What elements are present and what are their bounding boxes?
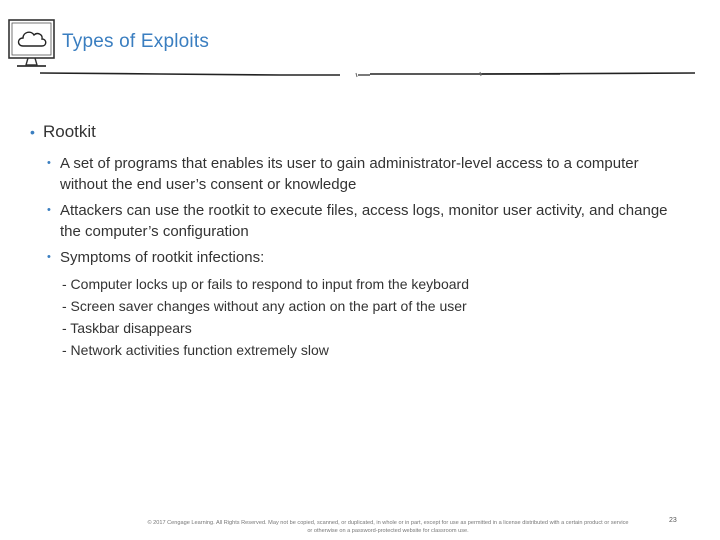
slide-content <box>30 122 690 361</box>
symptom-item: - Screen saver changes without any action on the part of the user <box>62 298 467 314</box>
cloud-monitor-icon <box>7 18 57 74</box>
subbullet-symptoms <box>47 247 690 268</box>
bullet-dot: • <box>47 251 51 263</box>
copyright-line: © 2017 Cengage Learning. All Rights Reserved. May not be copied, scanned, or duplicated, in whole or in part, except for use as permitted in a license distributed with a certain product or service <box>147 520 629 526</box>
symptom-item: - Network activities function extremely slow <box>62 342 329 358</box>
page-number: 23 <box>669 517 677 524</box>
symptom-item: - Taskbar disappears <box>62 320 192 336</box>
bullet-rootkit <box>30 122 690 142</box>
bullet-text: Rootkit <box>43 122 96 141</box>
subbullet-text: Attackers can use the rootkit to execute files, access logs, monitor user activity, and change the computer’s configuration <box>60 202 668 240</box>
copyright-footer <box>118 519 658 535</box>
page-title: Types of Exploits <box>62 31 210 52</box>
subbullet-definition <box>47 153 690 195</box>
subbullet-text: Symptoms of rootkit infections: <box>60 249 265 266</box>
bullet-dot: • <box>47 157 51 169</box>
subbullet-attackers <box>47 200 690 242</box>
title-divider <box>40 68 700 84</box>
symptom-item: - Computer locks up or fails to respond to input from the keyboard <box>62 276 469 292</box>
copyright-line: or otherwise on a password-protected website for classroom use. <box>307 528 469 534</box>
bullet-dot: • <box>47 204 51 216</box>
bullet-dot: • <box>30 124 35 140</box>
subbullet-text: A set of programs that enables its user to gain administrator-level access to a computer without the end user’s consent or knowledge <box>60 155 639 193</box>
